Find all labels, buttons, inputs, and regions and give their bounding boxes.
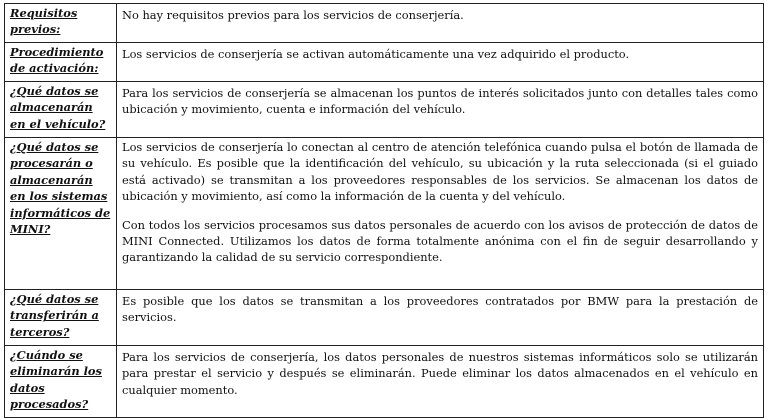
answer-cell bbox=[117, 43, 764, 82]
question-cell: ¿Qué datos se transferirán a terceros? bbox=[5, 290, 117, 346]
answer-paragraph: Con todos los servicios procesamos sus datos personales de acuerdo con los avisos de protección de datos de MINI Connected. Utilizamos los datos de forma totalmente anónima con el fin de seguir desarrollando y garantizando la calidad de su servicio correspondiente. bbox=[122, 217, 758, 265]
question-cell: ¿Cuándo se eliminarán los datos procesados? bbox=[5, 346, 117, 418]
answer-cell bbox=[117, 290, 764, 346]
row-mini-systems bbox=[5, 138, 764, 290]
answer-paragraph: Los servicios de conserjería se activan automáticamente una vez adquirido el producto. bbox=[122, 47, 630, 61]
answer-paragraph: Los servicios de conserjería lo conectan al centro de atención telefónica cuando pulsa el botón de llamada de su vehículo. Es posible que la identificación del vehículo, su ubicación y la ruta seleccionada (si el guiado está activado) se transmitan a los proveedores responsables de los servicios. Se almacenan los datos de ubicación y movimiento, así como la información de la cuenta y del vehículo. bbox=[122, 140, 758, 204]
question-cell: Requisitos previos: bbox=[5, 4, 117, 43]
row-activation bbox=[5, 43, 764, 82]
answer-paragraph: Para los servicios de conserjería, los datos personales de nuestros sistemas informáticos solo se utilizarán para prestar el servicio y después se eliminarán. Puede eliminar los datos almacenados en el vehículo en cualquier momento. bbox=[122, 350, 758, 397]
answer-cell bbox=[117, 346, 764, 418]
answer-paragraph: Es posible que los datos se transmitan a los proveedores contratados por BMW para la prestación de servicios. bbox=[122, 294, 758, 325]
answer-paragraph: No hay requisitos previos para los servicios de conserjería. bbox=[122, 8, 464, 22]
answer-cell bbox=[117, 4, 764, 43]
answer-cell bbox=[117, 82, 764, 138]
row-third-parties bbox=[5, 290, 764, 346]
answer-paragraph: Para los servicios de conserjería se almacenan los puntos de interés solicitados junto con detalles tales como ubicación y movimiento, cuenta e información del vehículo. bbox=[122, 86, 758, 117]
row-deletion bbox=[5, 346, 764, 418]
question-cell: ¿Qué datos se almacenarán en el vehículo? bbox=[5, 82, 117, 138]
answer-cell bbox=[117, 138, 764, 290]
question-cell: Procedimiento de activación: bbox=[5, 43, 117, 82]
concierge-data-table bbox=[4, 3, 764, 418]
row-vehicle-storage bbox=[5, 82, 764, 138]
question-cell: ¿Qué datos se procesarán o almacenarán en los sistemas informáticos de MINI? bbox=[5, 138, 117, 290]
row-requirements bbox=[5, 4, 764, 43]
